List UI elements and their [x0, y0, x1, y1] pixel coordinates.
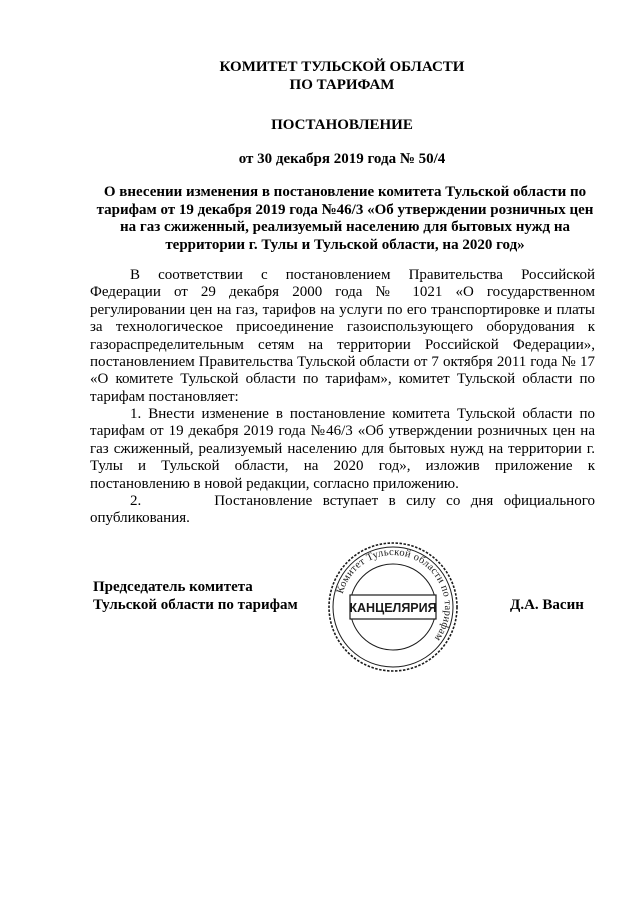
- stamp-center-text: КАНЦЕЛЯРИЯ: [349, 601, 437, 615]
- body-paragraph-3: 2. Постановление вступает в силу со дня официального опубликования.: [90, 493, 599, 527]
- signatory-position: [93, 578, 298, 614]
- document-date-number: от 30 декабря 2019 года № 50/4: [238, 151, 446, 167]
- body-paragraph-1: В соответствии с постановлением Правительства Российской Федерации от 29 декабря 2000 года № 1021 «О государственном регулировании цен на газ, тарифов на услуги по его транспортировке и платы за технологическое присоединение газоиспользующего оборудования к газораспределительным сетям на территории Российской Федерации», постановлением Правительства Тульской области от 7 октября 2011 года № 17 «О комитете Тульской области по тарифам», комитет Тульской области по тарифам постановляет:: [90, 267, 595, 405]
- document-subject: О внесении изменения в постановление комитета Тульской области по тарифам от 19 декабря 2019 года №46/3 «Об утверждении розничных цен на газ сжиженный, реализуемый населению для бытовых нужд на территории г. Тулы и Тульской области, на 2020 год»: [96, 184, 594, 253]
- stamp-ring-text: Комитет Тульской области по тарифам: [334, 546, 454, 644]
- signatory-position-line1: Председатель комитета: [93, 579, 253, 595]
- signatory-position-line2: Тульской области по тарифам: [93, 597, 298, 613]
- body-paragraph-2: 1. Внести изменение в постановление комитета Тульской области по тарифам от 19 декабря 2019 года №46/3 «Об утверждении розничных цен на газ сжиженный, реализуемый населению для бытовых нужд на территории г. Тулы и Тульской области, на 2020 год», изложив приложение к постановлению в новой редакции, согласно приложению.: [90, 406, 595, 492]
- org-name-line1: КОМИТЕТ ТУЛЬСКОЙ ОБЛАСТИ: [219, 59, 465, 75]
- official-stamp-seal: [326, 540, 460, 674]
- org-name-line2: ПО ТАРИФАМ: [289, 77, 395, 93]
- signatory-name: Д.А. Васин: [510, 597, 584, 613]
- document-type: ПОСТАНОВЛЕНИЕ: [271, 117, 413, 133]
